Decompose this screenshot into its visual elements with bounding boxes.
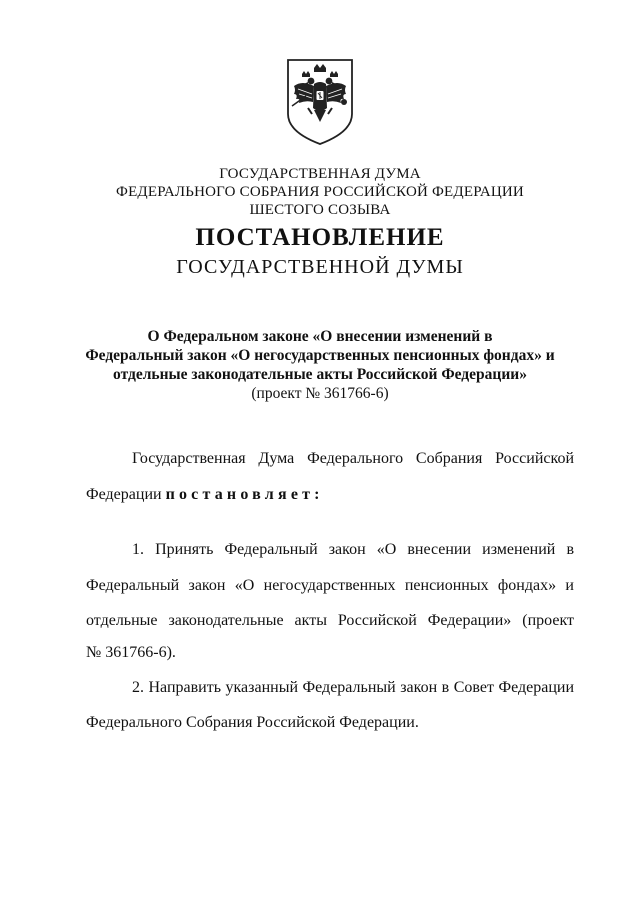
preamble-federation: Федерации (86, 486, 162, 503)
item-2-line-2: Федерального Собрания Российской Федерации. (86, 714, 419, 731)
item-2-line-1: 2. Направить указанный Федеральный закон в Совет Федерации (132, 679, 574, 696)
preamble-line-2 (86, 485, 574, 505)
document-title: ПОСТАНОВЛЕНИЕ (195, 224, 445, 251)
subject-line-1: О Федеральном законе «О внесении изменений в (147, 328, 493, 345)
item-1-line-4: № 361766-6). (86, 644, 176, 661)
org-name-line-2: ФЕДЕРАЛЬНОГО СОБРАНИЯ РОССИЙСКОЙ ФЕДЕРАЦИИ (116, 184, 524, 200)
preamble-verb: постановляет: (165, 486, 324, 503)
preamble-line-1: Государственная Дума Федерального Собрания Российской (132, 450, 574, 467)
convocation-line: ШЕСТОГО СОЗЫВА (249, 202, 391, 218)
item-1-line-2: Федеральный закон «О негосударственных пенсионных фондах» и (86, 577, 574, 594)
subject-line-3: отдельные законодательные акты Российской Федерации» (113, 366, 527, 383)
item-1-line-3: отдельные законодательные акты Российской Федерации» (проект (86, 612, 574, 629)
subject-line-2: Федеральный закон «О негосударственных пенсионных фондах» и (85, 347, 555, 364)
document-subtitle: ГОСУДАРСТВЕННОЙ ДУМЫ (176, 256, 464, 278)
bill-number: (проект № 361766-6) (251, 385, 389, 402)
item-1-line-1: 1. Принять Федеральный закон «О внесении изменений в (132, 541, 574, 558)
coat-of-arms-emblem (284, 56, 356, 148)
org-name-line-1: ГОСУДАРСТВЕННАЯ ДУМА (219, 166, 421, 182)
